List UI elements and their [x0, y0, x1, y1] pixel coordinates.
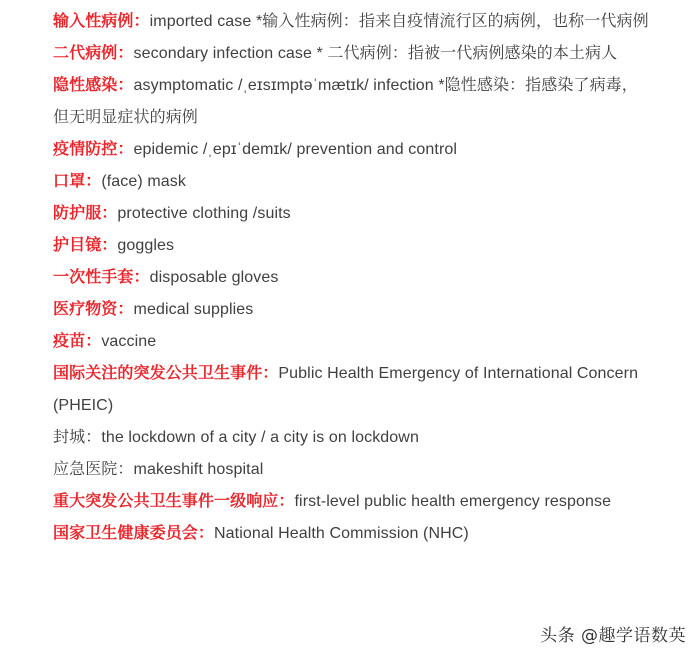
- term-label: 国际关注的突发公共卫生事件：: [53, 365, 279, 382]
- glossary-entry-gloves: [53, 262, 653, 294]
- term-description: imported case *输入性病例：指来自疫情流行区的病例，也称一代病例: [149, 13, 649, 30]
- glossary-entry-protective-clothing: [53, 198, 653, 230]
- term-description: disposable gloves: [149, 269, 279, 286]
- term-description: protective clothing /suits: [117, 205, 291, 222]
- term-description: (face) mask: [101, 173, 186, 190]
- glossary-list: [53, 6, 653, 550]
- term-label: 疫苗：: [53, 333, 102, 350]
- term-description: asymptomatic /ˌeɪsɪmptəˈmætɪk/ infection *隐性感染：指感染了病毒，但无明显症状的病例: [53, 77, 638, 126]
- term-description: makeshift hospital: [133, 461, 264, 478]
- term-description: goggles: [117, 237, 175, 254]
- glossary-entry-goggles: [53, 230, 653, 262]
- term-label: 隐性感染：: [53, 77, 134, 94]
- term-label: 国家卫生健康委员会：: [53, 525, 215, 542]
- term-label: 重大突发公共卫生事件一级响应：: [53, 493, 295, 510]
- glossary-entry-secondary-case: [53, 38, 653, 70]
- term-label: 一次性手套：: [53, 269, 150, 286]
- term-description: vaccine: [101, 333, 157, 350]
- glossary-entry-first-level-response: [53, 486, 653, 518]
- glossary-entry-vaccine: [53, 326, 653, 358]
- term-label: 应急医院：: [53, 461, 134, 478]
- term-description: the lockdown of a city / a city is on lockdown: [101, 429, 419, 446]
- glossary-entry-pheic: [53, 358, 653, 422]
- term-label: 疫情防控：: [53, 141, 134, 158]
- glossary-entry-makeshift-hospital: [53, 454, 653, 486]
- term-description: National Health Commission (NHC): [214, 525, 469, 542]
- term-label: 输入性病例：: [53, 13, 150, 30]
- term-label: 护目镜：: [53, 237, 118, 254]
- term-label: 口罩：: [53, 173, 102, 190]
- watermark: 头条 @趣学语数英: [540, 626, 686, 646]
- glossary-entry-lockdown: [53, 422, 653, 454]
- term-description: secondary infection case * 二代病例：指被一代病例感染的本土病人: [133, 45, 618, 62]
- term-label: 封城：: [53, 429, 102, 446]
- term-description: first-level public health emergency response: [294, 493, 612, 510]
- term-label: 二代病例：: [53, 45, 134, 62]
- glossary-entry-mask: [53, 166, 653, 198]
- glossary-entry-imported-case: [53, 6, 653, 38]
- glossary-entry-epidemic-control: [53, 134, 653, 166]
- term-label: 防护服：: [53, 205, 118, 222]
- glossary-entry-medical-supplies: [53, 294, 653, 326]
- term-label: 医疗物资：: [53, 301, 134, 318]
- term-description: medical supplies: [133, 301, 254, 318]
- term-description: epidemic /ˌepɪˈdemɪk/ prevention and control: [133, 141, 458, 158]
- glossary-entry-nhc: [53, 518, 653, 550]
- term-description: Public Health Emergency of International Concern (PHEIC): [53, 365, 639, 414]
- glossary-entry-asymptomatic: [53, 70, 653, 134]
